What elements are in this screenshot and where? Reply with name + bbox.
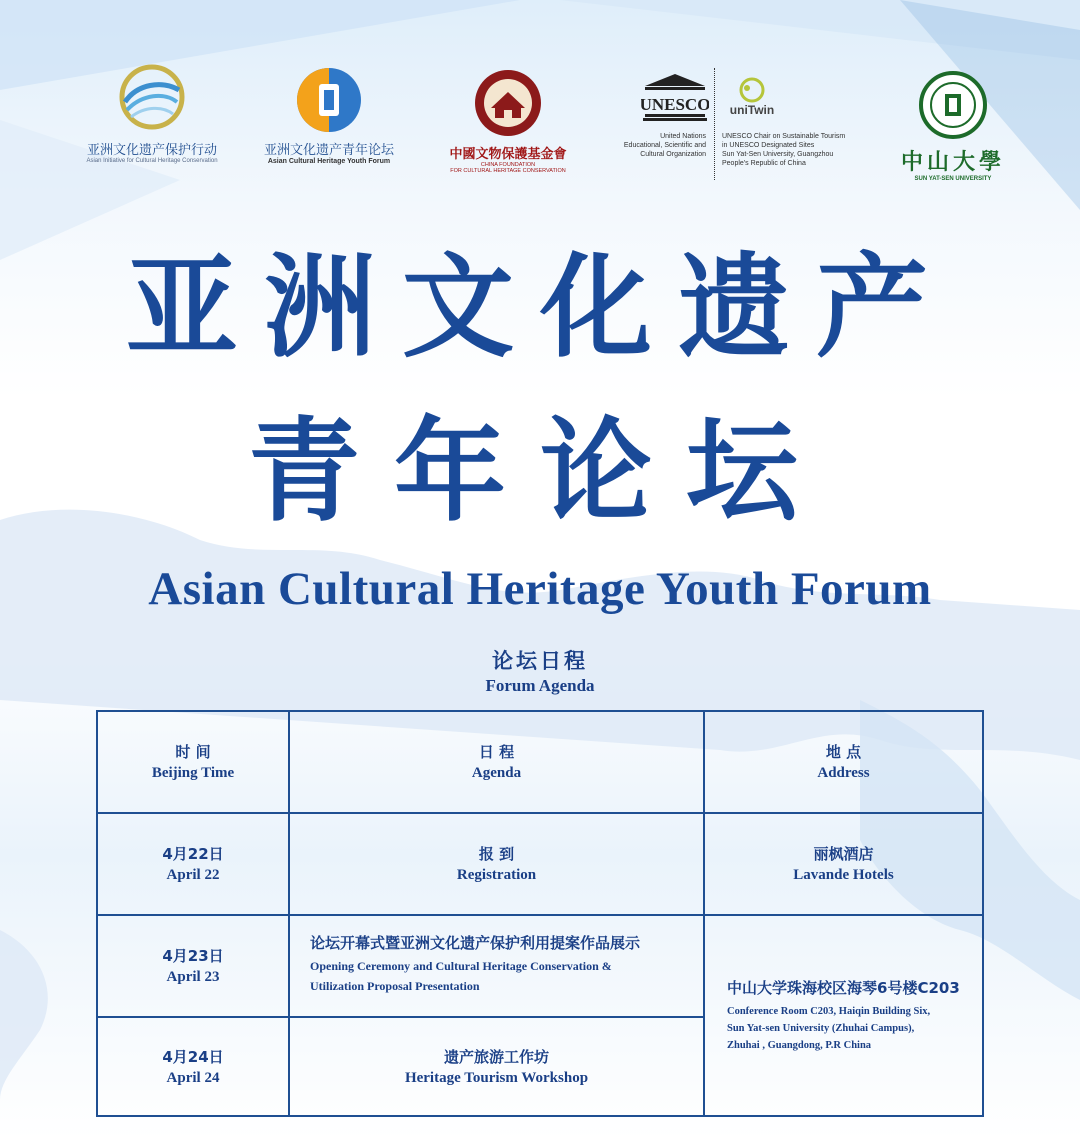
unesco-line-3: Cultural Organization (640, 151, 706, 158)
initiative-name-en: Asian Initiative for Cultural Heritage Conservation (86, 158, 218, 164)
title-cn-line-1: 亚洲文化遗产 (126, 242, 954, 373)
header-address-en: Address (817, 765, 870, 781)
sysu-logo (898, 70, 1008, 182)
unesco-line-2: Educational, Scientific and (623, 142, 706, 149)
row3-date (98, 1018, 288, 1115)
unesco-line-1: United Nations (660, 133, 706, 140)
unitwin-caption (722, 132, 882, 168)
unitwin-line-3: Sun Yat-Sen University, Guangzhou (722, 151, 834, 158)
row1-agenda (290, 814, 703, 914)
initiative-emblem-icon (117, 62, 187, 134)
forum-logo-name-en: Asian Cultural Heritage Youth Forum (267, 158, 391, 165)
row1-address-cn: 丽枫酒店 (813, 845, 874, 863)
unitwin-line-2: in UNESCO Designated Sites (722, 142, 815, 149)
unesco-logo (640, 72, 710, 127)
header-address (705, 712, 982, 812)
agenda-heading-en: Forum Agenda (485, 676, 595, 695)
row1-address (705, 814, 982, 914)
row2-date-en: April 23 (166, 969, 220, 985)
unitwin-line-4: People's Republic of China (722, 160, 806, 167)
foundation-logo (434, 68, 582, 174)
initiative-logo (70, 62, 234, 164)
forum-logo (254, 66, 404, 165)
initiative-name-cn: 亚洲文化遗产保护行动 (86, 143, 217, 158)
row1-agenda-en: Registration (456, 867, 537, 883)
header-time (98, 712, 288, 812)
forum-logo-name-cn: 亚洲文化遗产青年论坛 (263, 143, 394, 158)
foundation-name-cn: 中國文物保護基金會 (449, 147, 567, 162)
foundation-name-en-2: FOR CULTURAL HERITAGE CONSERVATION (450, 168, 566, 174)
row1-date-cn: 4月22日 (162, 845, 224, 863)
agenda-table (96, 710, 984, 1117)
foundation-seal-icon (473, 68, 543, 138)
row2-date-cn: 4月23日 (162, 947, 224, 965)
row2-agenda-en-2: Utilization Proposal Presentation (310, 979, 480, 993)
row3-agenda-en: Heritage Tourism Workshop (404, 1069, 589, 1086)
shared-address (705, 916, 982, 1115)
row2-date (98, 916, 288, 1016)
row3-date-cn: 4月24日 (162, 1047, 224, 1066)
unitwin-icon (723, 76, 781, 118)
header-agenda-cn: 日 程 (478, 743, 515, 761)
forum-emblem-icon (292, 66, 366, 134)
unesco-temple-icon (641, 72, 709, 122)
title-cn-line-2: 青年论坛 (248, 406, 832, 537)
row3-agenda (290, 1018, 703, 1115)
header-time-cn: 时 间 (175, 743, 211, 761)
shared-address-en-2: Sun Yat-sen University (Zhuhai Campus), (727, 1023, 915, 1034)
header-time-en: Beijing Time (151, 765, 235, 781)
row1-agenda-cn: 报 到 (478, 845, 515, 863)
sysu-name-cn: 中山大學 (900, 149, 1005, 175)
row1-address-en: Lavande Hotels (793, 867, 894, 883)
row2-agenda-en-1: Opening Ceremony and Cultural Heritage Conservation & (310, 959, 612, 973)
unesco-caption (606, 132, 706, 159)
unesco-logo-text: UNESCO (641, 95, 709, 114)
foundation-name-en-1: CHINA FOUNDATION (480, 162, 536, 168)
header-address-cn: 地 点 (825, 743, 862, 761)
sysu-emblem-icon (918, 70, 988, 140)
row2-agenda (290, 916, 703, 1016)
shared-address-en-3: Zhuhai , Guangdong, P.R China (727, 1040, 872, 1051)
row3-date-en: April 24 (166, 1069, 220, 1086)
unitwin-line-1: UNESCO Chair on Sustainable Tourism (722, 133, 846, 140)
row2-agenda-cn: 论坛开幕式暨亚洲文化遗产保护利用提案作品展示 (310, 934, 641, 952)
row1-date (98, 814, 288, 914)
shared-address-cn: 中山大学珠海校区海琴6号楼C203 (727, 979, 960, 997)
title-en: Asian Cultural Heritage Youth Forum (148, 563, 932, 615)
shared-address-en-1: Conference Room C203, Haiqin Building Six, (727, 1006, 931, 1017)
sysu-name-en: SUN YAT-SEN UNIVERSITY (914, 176, 992, 182)
agenda-heading-cn: 论坛日程 (492, 649, 588, 673)
unitwin-logo (722, 76, 782, 123)
unesco-divider (714, 68, 715, 180)
partner-logos (0, 62, 1080, 182)
unitwin-logo-text: uniTwin (729, 103, 775, 117)
header-agenda-en: Agenda (471, 765, 522, 781)
row3-agenda-cn: 遗产旅游工作坊 (443, 1047, 549, 1066)
header-agenda (290, 712, 703, 812)
row1-date-en: April 22 (166, 867, 220, 883)
